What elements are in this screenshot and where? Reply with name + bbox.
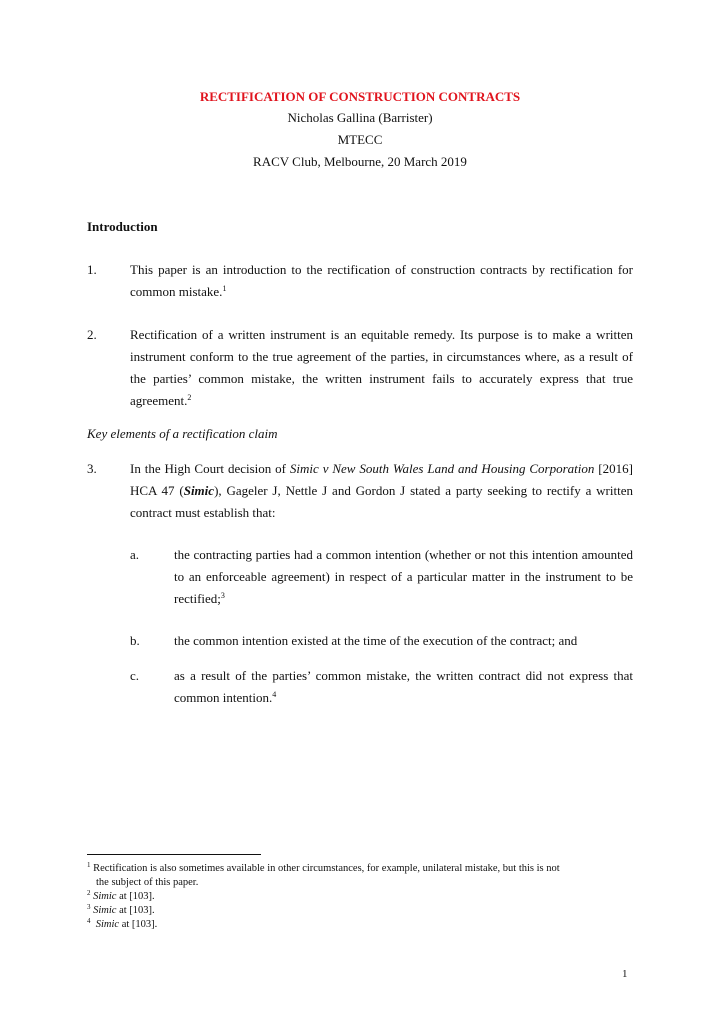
footnote-1-line-2: the subject of this paper. <box>96 877 199 888</box>
footnote-1: $^1$ Rectification is also sometimes available in other circumstances, for example, unilateral mistake, but this is not <box>87 861 560 874</box>
paragraph-number-1: 1. <box>87 262 97 277</box>
paragraph-number-3: 3. <box>87 461 97 476</box>
footnote-ref-3[interactable]: 3 <box>220 591 225 600</box>
footnote-separator <box>87 854 261 855</box>
case-name: Simic v New South Wales Land and Housing Corporation <box>289 461 595 476</box>
footnote-4: $^4$ Simic at [103]. <box>87 917 158 930</box>
paper-title: RECTIFICATION OF CONSTRUCTION CONTRACTS <box>199 89 521 104</box>
organisation-line: MTECC <box>337 132 383 147</box>
footnote-ref-2[interactable]: 2 <box>187 393 192 402</box>
venue-date-line: RACV Club, Melbourne, 20 March 2019 <box>253 154 467 169</box>
subparagraph-a-line-3: rectified;$^3$ <box>174 591 225 606</box>
footnote-ref-4[interactable]: 4 <box>272 690 277 699</box>
paragraph-1-line-2: common mistake.$^1$ <box>130 284 227 299</box>
paragraph-2-line-4: agreement.$^2$ <box>130 393 192 408</box>
subparagraph-letter-c: c. <box>130 668 140 683</box>
paragraph-1-line-1: This paper is an introduction to the rectification of construction contracts by rectification for <box>130 262 633 277</box>
subparagraph-c-line-1: as a result of the parties’ common mistake, the written contract did not express that <box>174 668 633 683</box>
section-heading-introduction: Introduction <box>87 219 158 234</box>
subparagraph-b-line-1: the common intention existed at the time of the execution of the contract; and <box>174 633 578 648</box>
subparagraph-c-line-2: common intention.$^4$ <box>174 690 277 705</box>
case-short-name: Simic <box>183 483 215 498</box>
author-line: Nicholas Gallina (Barrister) <box>287 110 433 125</box>
section-heading-key-elements: Key elements of a rectification claim <box>87 426 278 441</box>
paragraph-2-line-1: Rectification of a written instrument is an equitable remedy. Its purpose is to make a written <box>130 327 633 342</box>
footnote-2: $^2$ Simic at [103]. <box>87 889 155 902</box>
paragraph-3-line-1: In the High Court decision of Simic v New South Wales Land and Housing Corporation [2016] <box>130 461 633 476</box>
subparagraph-letter-b: b. <box>130 633 140 648</box>
paragraph-2-line-2: instrument conform to the true agreement of the parties, in circumstances where, as a result of <box>130 349 633 364</box>
page-number: 1 <box>622 968 628 980</box>
paragraph-3-line-3: contract must establish that: <box>130 505 276 520</box>
paragraph-3-line-2: HCA 47 (Simic), Gageler J, Nettle J and Gordon J stated a party seeking to rectify a written <box>130 483 633 498</box>
subparagraph-a-line-1: the contracting parties had a common intention (whether or not this intention amounted <box>174 547 633 562</box>
subparagraph-letter-a: a. <box>130 547 140 562</box>
subparagraph-a-line-2: to an enforceable agreement) in respect of a particular matter in the instrument to be <box>174 569 633 584</box>
paragraph-number-2: 2. <box>87 327 97 342</box>
footnote-ref-1[interactable]: 1 <box>222 284 227 293</box>
paragraph-2-line-3: the parties’ common mistake, the written instrument fails to accurately express that true <box>130 371 633 386</box>
footnote-3: $^3$ Simic at [103]. <box>87 903 155 916</box>
